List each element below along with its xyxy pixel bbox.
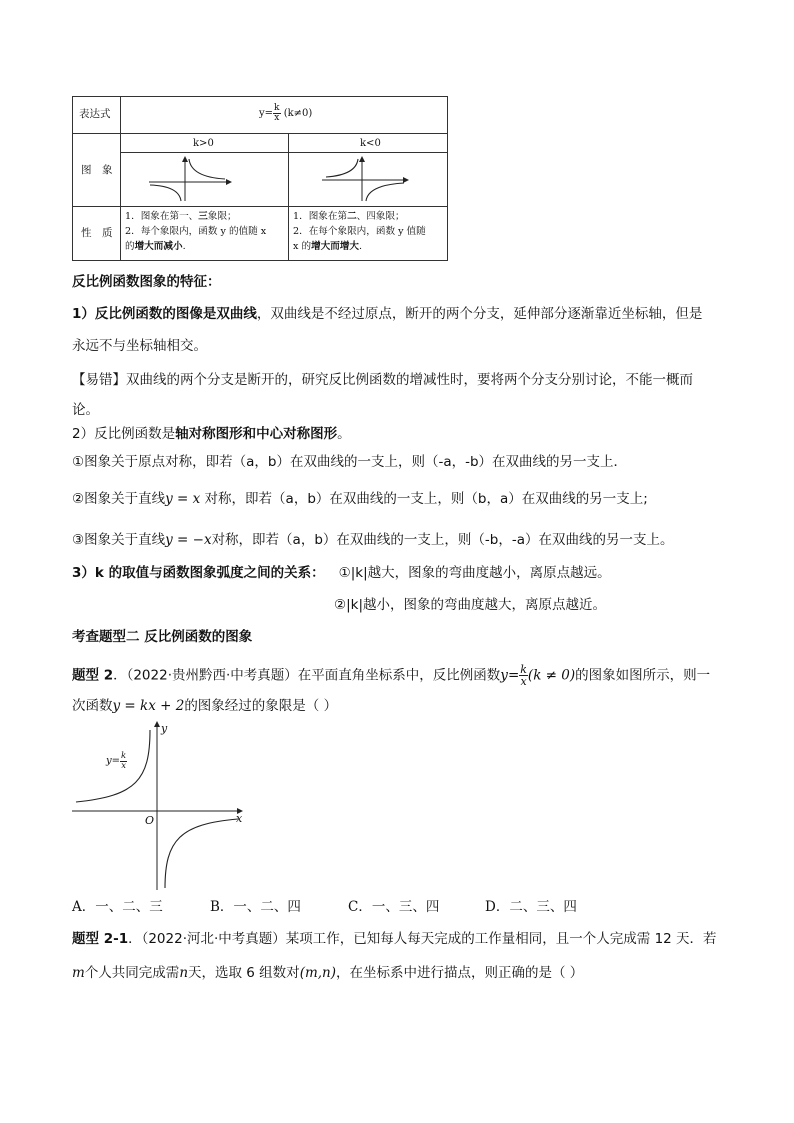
formula-den: x <box>274 113 280 123</box>
graph-curve-label <box>106 752 127 770</box>
rule-col2 <box>288 133 289 260</box>
sym3-rest: 对称，即若（a，b）在双曲线的一支上，则（-b，-a）在双曲线的另一支上。 <box>211 532 674 548</box>
p3-rest: ①|k|越大，图象的弯曲度越小，离原点越远。 <box>338 565 611 581</box>
question-2-1-line2 <box>72 964 583 982</box>
q2-cond: (k ≠ 0) <box>527 667 576 684</box>
mini-graph-k-positive <box>145 155 235 203</box>
q2-eq: = <box>507 667 520 684</box>
graph-label-y: y <box>161 722 168 735</box>
choice-d[interactable]: D．二、三、四 <box>485 899 577 915</box>
graph-label-x: x <box>236 812 243 825</box>
q2-text-c: 次函数 <box>72 698 113 714</box>
q21-text-c: 天，选取 6 组数对 <box>188 965 300 981</box>
header-k-negative: k<0 <box>360 138 381 149</box>
curve-lhs: y= <box>106 755 121 767</box>
section-title: 考查题型二 反比例函数的图象 <box>72 629 253 645</box>
q21-text-d: ，在坐标系中进行描点，则正确的是（ ） <box>336 965 584 981</box>
q2-text-b: 的图象如图所示，则一 <box>575 667 711 684</box>
neg-l3c: . <box>359 241 363 252</box>
q21-m: m <box>72 965 85 981</box>
p1-bold: 双曲线 <box>216 306 257 322</box>
rule-header <box>121 152 447 153</box>
choice-b[interactable]: B．一、二、四 <box>210 899 301 915</box>
p1-prefix: 1）反比例函数的图像是 <box>72 306 217 322</box>
paragraph-2 <box>72 425 351 443</box>
question-2-line2 <box>72 697 337 715</box>
neg-l2: 2．在每个象限内，函数 y 值随 <box>293 226 426 237</box>
sym2-prefix: ②图象关于直线 <box>72 491 166 507</box>
q2-text-d: 的图象经过的象限是（ ） <box>184 698 338 714</box>
rule-row2 <box>73 206 447 207</box>
header-k-positive: k>0 <box>193 138 214 149</box>
p2-end: 。 <box>337 426 351 442</box>
table-formula <box>259 104 312 123</box>
q2-label: 题型 2 <box>72 667 114 684</box>
row-label-graph: 图 象 <box>81 164 113 176</box>
pos-l3b: 增大而减小 <box>134 241 183 252</box>
neg-l3b: 增大而增大 <box>311 241 360 252</box>
pos-l1a: 1．图象在第一、 <box>125 211 199 222</box>
paragraph-3 <box>72 564 611 582</box>
question-2-line1 <box>72 664 710 687</box>
q21-n: n <box>179 965 189 981</box>
neg-l1c: 、四象限； <box>356 211 405 222</box>
q21-pair: (m,n) <box>299 965 337 981</box>
graph-label-origin: O <box>145 814 155 827</box>
props-k-positive <box>125 209 285 254</box>
curve-num: k <box>121 751 127 761</box>
rule-col1 <box>120 97 121 260</box>
sym2-rest: 对称，即若（a，b）在双曲线的一支上，则（b，a）在双曲线的另一支上; <box>200 491 648 507</box>
properties-table <box>72 96 448 261</box>
curve-den: x <box>121 760 126 771</box>
p1-rest: ，双曲线是不经过原点，断开的两个分支，延伸部分逐渐靠近坐标轴，但是 <box>256 306 703 322</box>
pos-l1c: 象限； <box>207 211 237 222</box>
sym3-equation: y = −x <box>165 532 212 548</box>
pos-l3c: . <box>182 241 186 252</box>
choice-c[interactable]: C．一、三、四 <box>348 899 440 915</box>
trap-line2: 论。 <box>72 402 99 418</box>
pos-l3a: 的 <box>125 241 135 252</box>
props-k-negative <box>293 209 445 254</box>
q21-text-a: ．（2022·河北·中考真题）某项工作，已知每人每天完成的工作量相同，且一个人完成需 12 天．若 <box>128 931 717 947</box>
features-heading: 反比例函数图象的特征： <box>72 274 221 290</box>
symmetry-2 <box>72 490 648 508</box>
rule-row1 <box>73 133 447 134</box>
paragraph-3b: ②|k|越小，图象的弯曲度越大，离原点越近。 <box>334 597 607 613</box>
q2-linear: y = kx + 2 <box>112 698 185 714</box>
mini-graph-k-negative <box>318 155 413 203</box>
sym2-equation: y = x <box>165 491 201 507</box>
q2-den: x <box>520 675 527 688</box>
row-label-expression: 表达式 <box>79 108 111 120</box>
q21-label: 题型 2-1 <box>72 931 129 947</box>
p2-bold: 轴对称图形和中心对称图形 <box>175 426 338 442</box>
q2-num: k <box>520 663 527 676</box>
formula-lhs: y= <box>259 108 274 119</box>
paragraph-1-line1 <box>72 305 702 323</box>
pos-l1b: 三 <box>198 211 208 222</box>
neg-l3a: x 的 <box>293 241 312 252</box>
p2-prefix: 2）反比例函数是 <box>72 426 176 442</box>
neg-l1a: 1．图象在第 <box>293 211 348 222</box>
symmetry-1: ①图象关于原点对称，即若（a，b）在双曲线的一支上，则（-a，-b）在双曲线的另一支上． <box>72 454 628 470</box>
choice-a[interactable]: A．一、二、三 <box>72 899 163 915</box>
symmetry-3 <box>72 531 674 549</box>
pos-l2: 2．每个象限内，函数 y 的值随 x <box>125 226 267 237</box>
p3-prefix: 3） <box>72 565 95 581</box>
q2-y: y <box>500 667 508 684</box>
paragraph-1-line2: 永远不与坐标轴相交。 <box>72 338 207 354</box>
row-label-property: 性 质 <box>81 227 113 239</box>
q21-text-b: 个人共同完成需 <box>84 965 180 981</box>
hyperbola-graph <box>70 720 250 890</box>
formula-cond: (k≠0) <box>283 108 313 119</box>
branch-lower-right <box>165 819 238 888</box>
sym3-prefix: ③图象关于直线 <box>72 532 166 548</box>
p3-bold: k 的取值与函数图象弧度之间的关系： <box>94 565 325 581</box>
q2-text-a: ．（2022·贵州黔西·中考真题）在平面直角坐标系中，反比例函数 <box>113 667 501 684</box>
question-2-1-line1 <box>72 930 717 948</box>
formula-num: k <box>274 103 280 113</box>
neg-l1b: 二 <box>347 211 357 222</box>
trap-line1: 【易错】双曲线的两个分支是断开的，研究反比例函数的增减性时，要将两个分支分别讨论，不能一概而 <box>72 372 693 388</box>
